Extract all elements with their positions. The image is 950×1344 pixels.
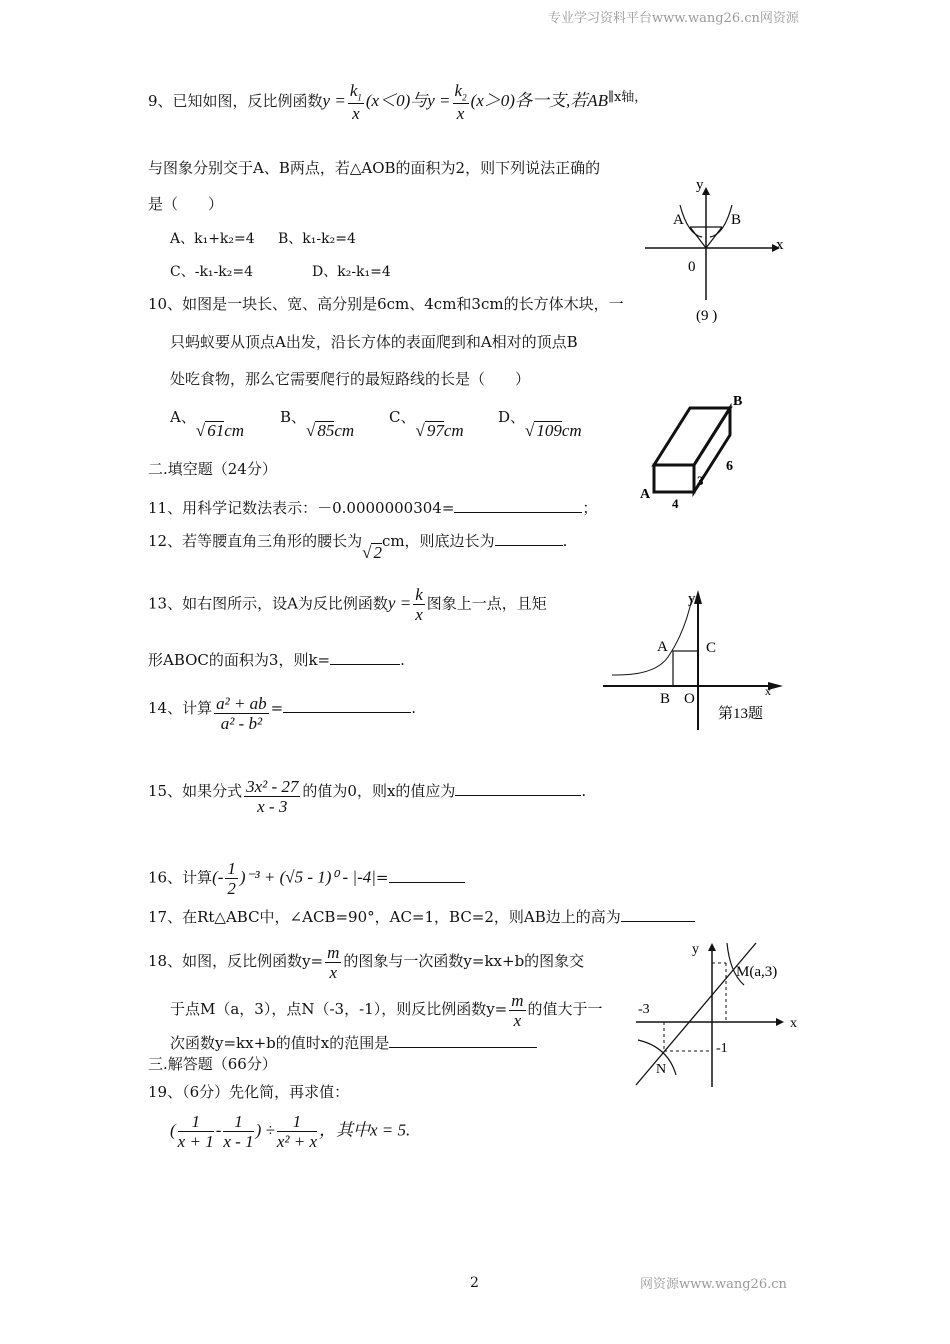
q10-option-a: A、√ 61cm xyxy=(170,408,245,440)
q17: 17、在Rt△ABC中，∠ACB=90°，AC=1，BC=2，则AB边上的高为 xyxy=(148,907,695,925)
q18-line3: 次函数y=kx+b的值时x的范围是 xyxy=(170,1033,537,1051)
q19-line1: 19、（6分）先化简，再求值： xyxy=(148,1083,350,1101)
q14: 14、计算 $\frac{\text{a² + ab}}{\text{a² - b²}}$ = . xyxy=(148,694,417,733)
q19-expression: ( $\frac{1}{x + 1}$ - $\frac{1}{x - 1}$ ) ÷ $\frac{1}{\text{x² + x}}$ ，其中x = 5. xyxy=(170,1112,411,1151)
q18-label-x: x xyxy=(790,1016,797,1031)
q18-label-n: N xyxy=(656,1062,667,1077)
q9-frac2: $\frac{k_2}{x}$ xyxy=(454,81,467,124)
q13-label-y: y xyxy=(688,591,696,607)
q9-label-a: A xyxy=(673,212,684,228)
q13-caption: 第13题 xyxy=(718,706,764,722)
q9-label-x: x xyxy=(776,237,784,253)
q13-label-c: C xyxy=(706,640,717,656)
q9-label-y: y xyxy=(696,177,704,193)
q10-line1: 10、如图是一块长、宽、高分别是6cm、4cm和3cm的长方体木块，一 xyxy=(148,295,624,313)
q12: 12、若等腰直角三角形的腰长为√ 2cm，则底边长为 . xyxy=(148,532,568,562)
q15-blank xyxy=(455,781,581,796)
q18-line2: 于点M（a，3），点N（-3，-1），则反比例函数y= $\frac{m}{x}$ 的值大于一 xyxy=(170,991,603,1030)
q10-front-face xyxy=(654,465,694,492)
q10-label-3: 3 xyxy=(697,473,704,488)
q18-label-y: y xyxy=(692,942,699,957)
q18-label-m: M(a,3) xyxy=(736,964,778,980)
section3-title: 三.解答题（66分） xyxy=(148,1055,277,1073)
q16-blank xyxy=(389,868,465,883)
q9-intro: 9、已知如图，反比例函数 xyxy=(148,92,323,111)
q9-option-b: B、k₁-k₂=4 xyxy=(278,231,356,247)
q13-label-o: O xyxy=(684,691,695,707)
q18-blank xyxy=(389,1033,537,1048)
q12-blank xyxy=(495,531,563,546)
q13-blank xyxy=(330,650,400,665)
q13-figure xyxy=(600,582,800,732)
q9-frac1: $\frac{k_1}{x}$ xyxy=(349,81,362,124)
q10-cuboid-figure xyxy=(630,388,760,513)
q10-line2: 只蚂蚁要从顶点A出发，沿长方体的表面爬到和A相对的顶点B xyxy=(170,333,578,351)
q9-line1: 9、已知如图，反比例函数y = $\frac{k_1}{x}$ (x＜0)与y = $\frac{k_2}{x}$ (x＞0)各一支,若AB∥x轴， xyxy=(148,81,648,124)
q10-option-b: B、√ 85cm xyxy=(280,408,355,440)
q10-label-6: 6 xyxy=(726,459,733,474)
q9-label-b: B xyxy=(731,212,742,228)
q14-blank xyxy=(283,698,411,713)
q9-caption: (9 ) xyxy=(696,308,718,324)
q9-segment-bo xyxy=(706,227,722,248)
q9-option-c: C、-k₁-k₂=4 xyxy=(170,264,254,280)
q9-line3: 是（ ） xyxy=(148,195,224,213)
q13-curve xyxy=(612,598,692,675)
q10-line3: 处吃食物，那么它需要爬行的最短路线的长是（ ） xyxy=(170,370,531,388)
section2-title: 二.填空题（24分） xyxy=(148,460,277,478)
q15: 15、如果分式 $\frac{\text{3x² - 27}}{x - 3}$ 的值为0，则x的值应为 . xyxy=(148,777,587,816)
q13-line2: 形ABOC的面积为3，则k= . xyxy=(148,651,405,669)
q9-segment-ao xyxy=(690,227,706,248)
q11: 11、用科学记数法表示：－0.0000000304= ； xyxy=(148,499,598,517)
q18-label-neg3: -3 xyxy=(638,1002,650,1017)
q18-figure xyxy=(628,935,808,1095)
q18-y-arrow xyxy=(708,943,716,951)
q10-option-d: D、√ 109cm xyxy=(498,408,582,440)
q11-blank xyxy=(454,498,582,513)
header-site: 专业学习资料平台www.wang26.cn网资源 xyxy=(548,11,799,26)
footer-site: 网资源www.wang26.cn xyxy=(640,1277,787,1292)
q13-label-a: A xyxy=(657,639,668,655)
q18-line1: 18、如图，反比例函数y= $\frac{m}{x}$ 的图象与一次函数y=kx+b的图象交 xyxy=(148,943,585,982)
q9-line2: 与图象分别交于A、B两点，若△AOB的面积为2，则下列说法正确的 xyxy=(148,159,601,177)
q13-label-b: B xyxy=(660,691,671,707)
q18-label-neg1: -1 xyxy=(716,1041,728,1056)
q9-right-curve xyxy=(710,205,732,237)
q13-line1: 13、如右图所示，设A为反比例函数y = $\frac{k}{x}$ 图象上一点，且矩 xyxy=(148,585,547,624)
q9-label-origin: 0 xyxy=(688,259,696,275)
q10-label-a: A xyxy=(640,487,651,502)
q13-rectangle xyxy=(673,651,698,686)
q9-option-a: A、k₁+k₂=4 xyxy=(170,231,255,247)
page-number: 2 xyxy=(470,1275,479,1291)
q13-label-x: x xyxy=(765,684,771,698)
q18-x-arrow xyxy=(776,1018,784,1026)
q10-label-4: 4 xyxy=(672,496,679,511)
q9-option-d: D、k₂-k₁=4 xyxy=(312,264,391,280)
q10-top-face xyxy=(654,408,730,465)
q17-blank xyxy=(621,907,695,922)
q10-option-c: C、√ 97cm xyxy=(389,408,464,440)
q10-label-b: B xyxy=(733,394,743,409)
q16: 16、计算(- $\frac{1}{2}$ )⁻³ + (√5 - 1)⁰ - |-4|= xyxy=(148,860,465,897)
q9-figure xyxy=(640,175,790,325)
